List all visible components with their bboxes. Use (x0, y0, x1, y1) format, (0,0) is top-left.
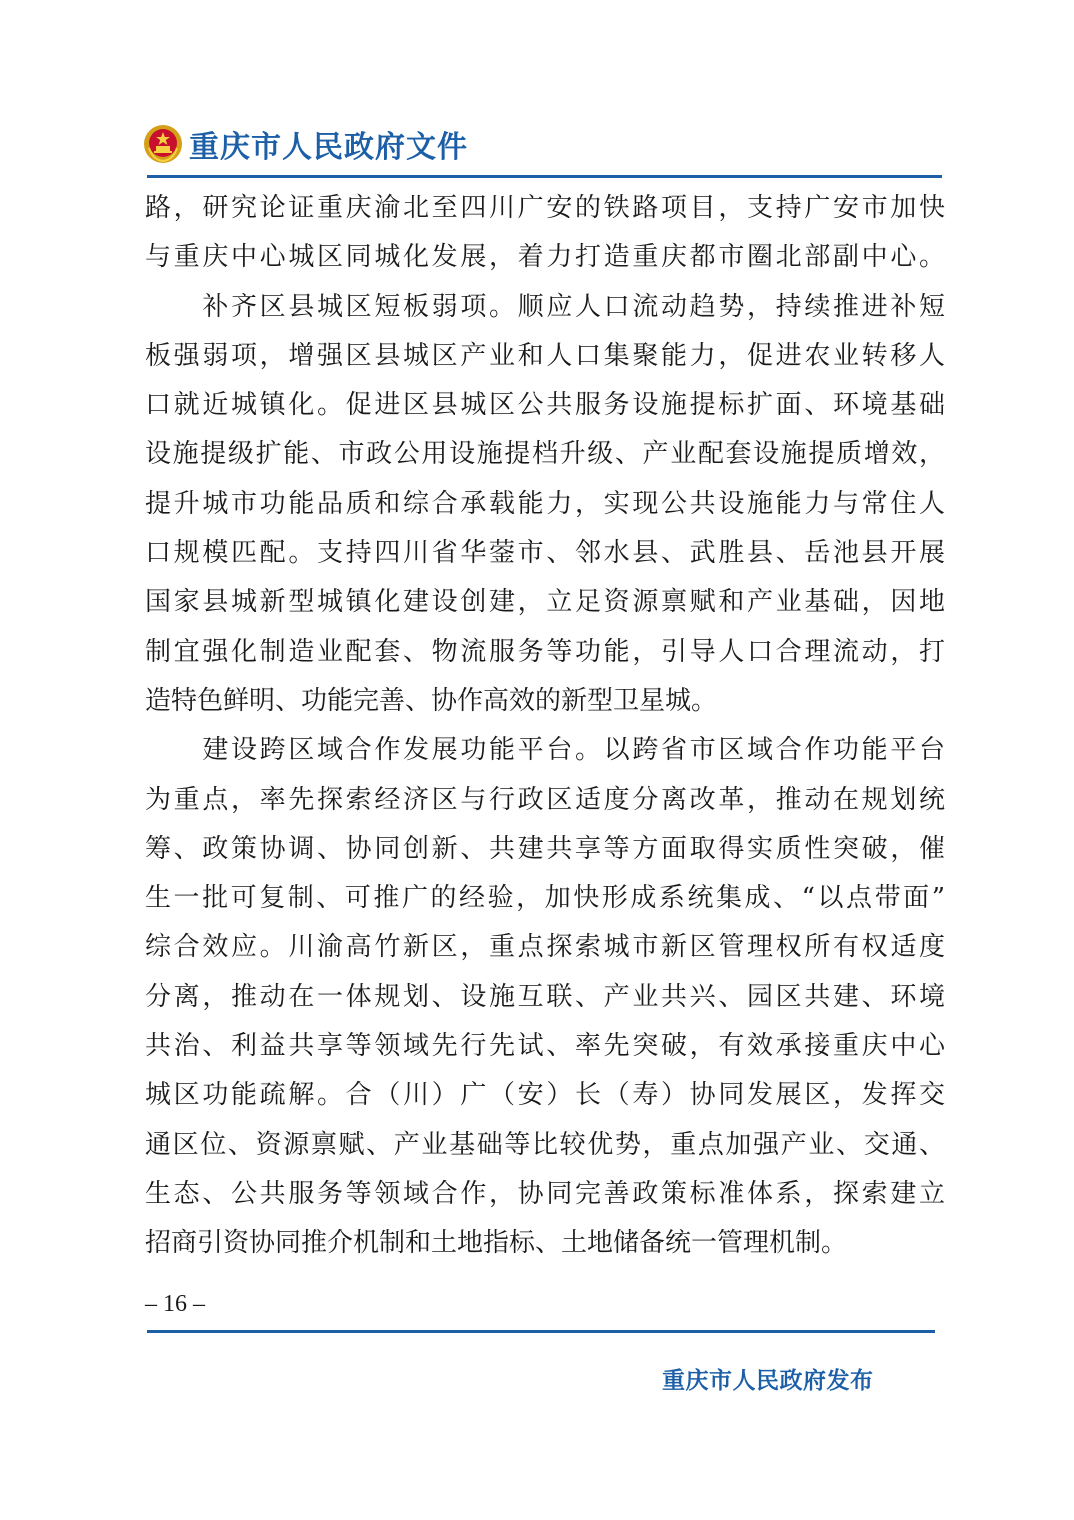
body-line: 生一批可复制、可推广的经验，加快形成系统集成、“以点带面” (145, 883, 945, 914)
body-line: 补齐区县城区短板弱项。顺应人口流动趋势，持续推进补短 (145, 291, 945, 322)
header-divider (147, 175, 942, 178)
document-header-title: 重庆市人民政府文件 (189, 130, 468, 165)
body-line: 生态、公共服务等领域合作，协同完善政策标准体系，探索建立 (145, 1178, 945, 1209)
body-line: 筹、政策协调、协同创新、共建共享等方面取得实质性突破，催 (145, 833, 945, 864)
body-line: 板强弱项，增强区县城区产业和人口集聚能力，促进农业转移人 (145, 340, 945, 371)
page-number: – 16 – (145, 1291, 205, 1317)
body-line: 设施提级扩能、市政公用设施提档升级、产业配套设施提质增效， (145, 439, 945, 470)
body-line: 造特色鲜明、功能完善、协作高效的新型卫星城。 (145, 685, 718, 716)
body-line: 为重点，率先探索经济区与行政区适度分离改革，推动在规划统 (145, 784, 945, 815)
body-line: 城区功能疏解。合（川）广（安）长（寿）协同发展区，发挥交 (145, 1080, 945, 1111)
body-line: 口规模匹配。支持四川省华蓥市、邻水县、武胜县、岳池县开展 (145, 538, 945, 569)
body-line: 国家县城新型城镇化建设创建，立足资源禀赋和产业基础，因地 (145, 587, 945, 618)
body-line: 与重庆中心城区同城化发展，着力打造重庆都市圈北部副中心。 (145, 242, 945, 273)
body-line: 招商引资协同推介机制和土地指标、土地储备统一管理机制。 (145, 1228, 848, 1259)
body-line: 分离，推动在一体规划、设施互联、产业共兴、园区共建、环境 (145, 981, 945, 1012)
document-header (143, 118, 943, 170)
body-line: 制宜强化制造业配套、物流服务等功能，引导人口合理流动，打 (145, 636, 945, 667)
body-line: 路，研究论证重庆渝北至四川广安的铁路项目，支持广安市加快 (145, 193, 945, 223)
body-line: 提升城市功能品质和综合承载能力，实现公共设施能力与常住人 (145, 488, 945, 519)
body-line: 建设跨区域合作发展功能平台。以跨省市区域合作功能平台 (145, 735, 945, 766)
body-line: 综合效应。川渝高竹新区，重点探索城市新区管理权所有权适度 (145, 932, 945, 963)
footer-divider (147, 1330, 935, 1333)
footer-publisher: 重庆市人民政府发布 (662, 1368, 874, 1394)
body-line: 共治、利益共享等领域先行先试、率先突破，有效承接重庆中心 (145, 1031, 945, 1062)
body-line: 口就近城镇化。促进区县城区公共服务设施提标扩面、环境基础 (145, 390, 945, 421)
national-emblem-icon (143, 124, 183, 164)
document-body (145, 184, 945, 1269)
body-line: 通区位、资源禀赋、产业基础等比较优势，重点加强产业、交通、 (145, 1129, 945, 1160)
